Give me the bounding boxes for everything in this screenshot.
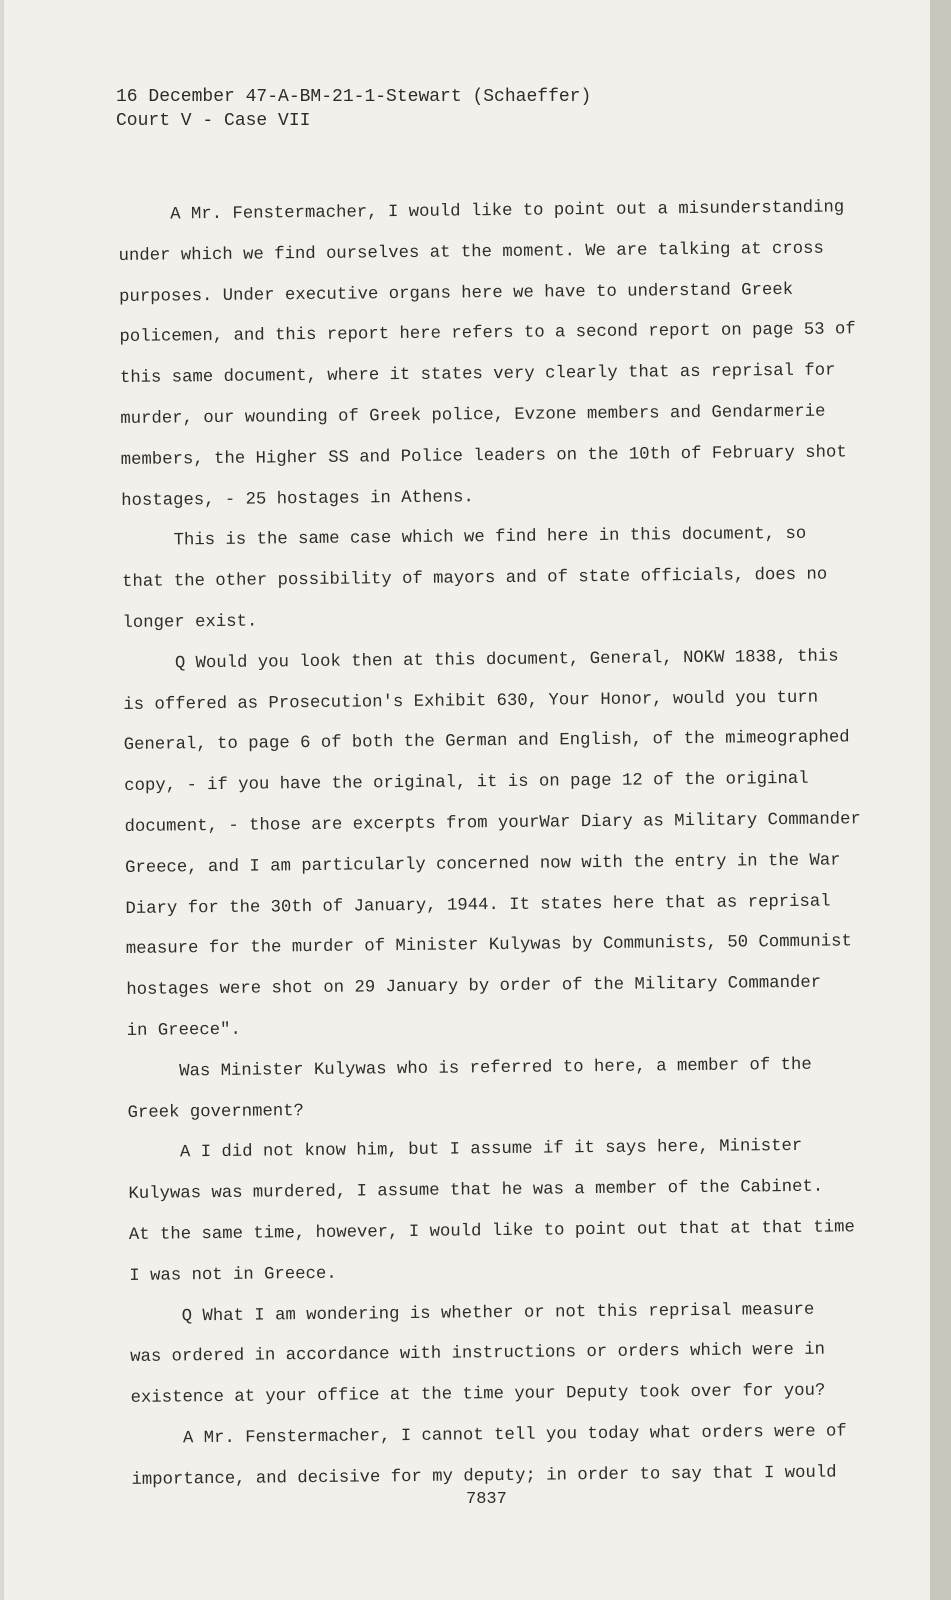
transcript-line: is offered as Prosecution's Exhibit 630, Your Honor, would you turn [123, 688, 819, 715]
header-line-2: Court V - Case VII [116, 111, 311, 131]
transcript-line: Greece, and I am particularly concerned now with the entry in the War [124, 851, 841, 878]
transcript-line: Kulywas was murdered, I assume that he was a member of the Cabinet. [128, 1177, 824, 1205]
transcript-line: under which we find ourselves at the moment. We are talking at cross [118, 239, 824, 266]
transcript-line: hostages were shot on 29 January by order of the Military Commander [126, 973, 822, 1001]
transcript-line: This is the same case which we find here in this document, so [173, 525, 807, 551]
transcript-line: purposes. Under executive organs here we have to understand Greek [118, 280, 794, 307]
document-header [116, 85, 591, 133]
transcript-line: A Mr. Fenstermacher, I cannot tell you today what orders were of [182, 1422, 847, 1449]
document-page [4, 0, 934, 1600]
transcript-line: I was not in Greece. [129, 1264, 337, 1286]
transcript-line: existence at your office at the time your Deputy took over for you? [130, 1381, 826, 1409]
transcript-line: this same document, where it states very clearly that as reprisal for [119, 361, 836, 389]
transcript-line: Q Would you look then at this document, General, NOKW 1838, this [174, 647, 839, 674]
transcript-line: hostages, - 25 hostages in Athens. [121, 487, 474, 511]
transcript-line: copy, - if you have the original, it is on page 12 of the original [124, 769, 809, 797]
transcript-line: General, to page 6 of both the German and English, of the mimeographed [123, 728, 850, 756]
transcript-line: was ordered in accordance with instructions or orders which were in [130, 1340, 826, 1368]
transcript-line: document, - those are excerpts from yourWar Diary as Military Commander [124, 810, 861, 837]
transcript-line: murder, our wounding of Greek police, Evzone members and Gendarmerie [120, 402, 826, 429]
transcript-line: policemen, and this report here refers to a second report on page 53 of [119, 320, 856, 348]
transcript-line: that the other possibility of mayors and of state officials, does no [121, 565, 828, 593]
transcript-line: At the same time, however, I would like to point out that at that time [128, 1218, 855, 1245]
transcript-line: A I did not know him, but I assume if it says here, Minister [179, 1137, 803, 1163]
transcript-line: in Greece". [126, 1020, 241, 1041]
header-line-1: 16 December 47-A-BM-21-1-Stewart (Schaeffer) [116, 87, 592, 107]
page-edge [930, 0, 951, 1600]
transcript-body [118, 188, 860, 1501]
transcript-line: longer exist. [122, 612, 258, 633]
page-number: 7837 [466, 1490, 507, 1509]
transcript-line: measure for the murder of Minister Kulywas by Communists, 50 Communist [125, 932, 852, 960]
transcript-line: Was Minister Kulywas who is referred to here, a member of the [179, 1055, 812, 1082]
transcript-line: importance, and decisive for my deputy; in order to say that I would [131, 1463, 837, 1490]
transcript-line: Q What I am wondering is whether or not this reprisal measure [181, 1300, 815, 1326]
transcript-line: Greek government? [127, 1101, 305, 1123]
transcript-line: Diary for the 30th of January, 1944. It states here that as reprisal [125, 892, 831, 919]
transcript-line: A Mr. Fenstermacher, I would like to point out a misunderstanding [170, 198, 845, 225]
transcript-line: members, the Higher SS and Police leaders on the 10th of February shot [120, 443, 847, 470]
